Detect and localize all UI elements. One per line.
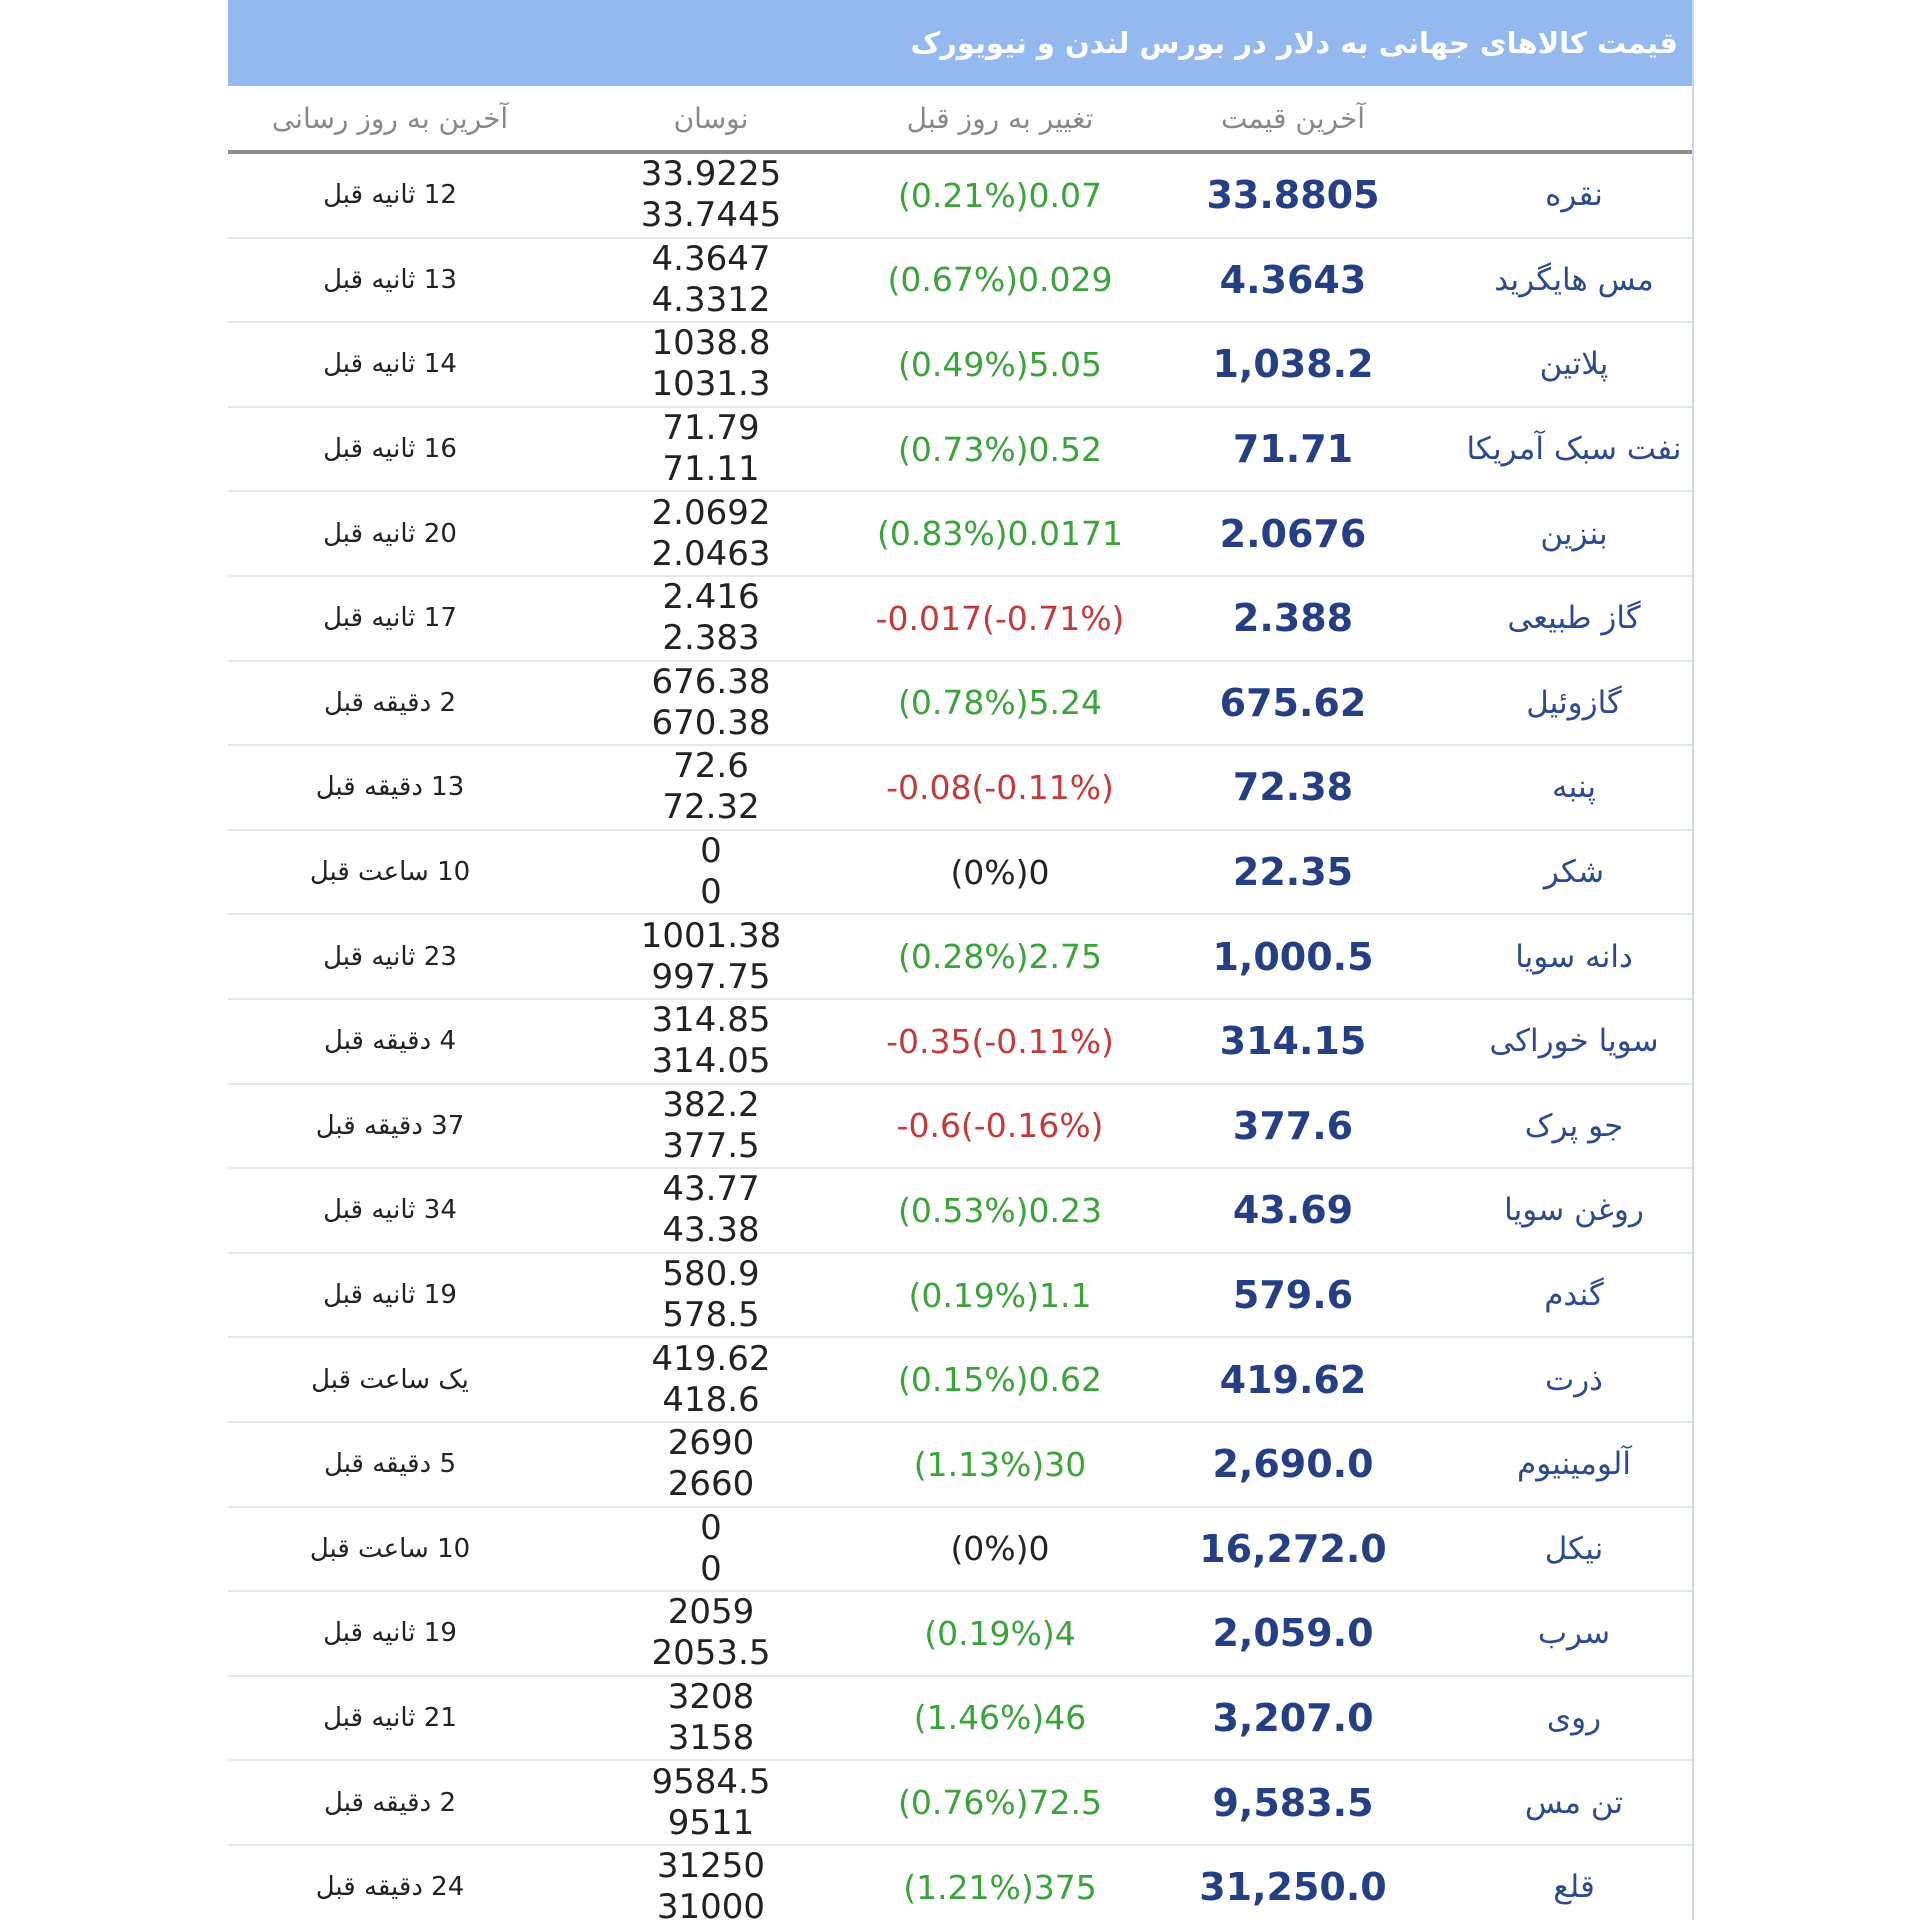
- table-row[interactable]: [228, 915, 1692, 1000]
- commodity-name[interactable]: ذرت: [1545, 1361, 1603, 1398]
- price-range: [552, 1592, 870, 1674]
- last-price: 2.0676: [1219, 511, 1367, 556]
- daily-change: (0.53%)0.23: [897, 1190, 1103, 1230]
- range-high: 382.2: [662, 1084, 760, 1125]
- table-row[interactable]: [228, 492, 1692, 577]
- table-row[interactable]: [228, 1423, 1692, 1508]
- range-high: 0: [700, 831, 722, 872]
- last-price: 43.69: [1232, 1188, 1354, 1233]
- price-range: [552, 577, 870, 659]
- last-update-time: 20 ثانیه قبل: [323, 518, 457, 549]
- range-high: 9584.5: [651, 1761, 771, 1802]
- price-range: [552, 1423, 870, 1505]
- commodity-name[interactable]: نفت سبک آمریکا: [1466, 431, 1682, 468]
- table-row[interactable]: [228, 323, 1692, 408]
- last-update-time: 21 ثانیه قبل: [323, 1702, 457, 1733]
- daily-change: (0.28%)2.75: [897, 937, 1103, 977]
- price-range: [552, 493, 870, 575]
- widget-title-bar: [228, 0, 1692, 86]
- commodity-name[interactable]: گاز طبیعی: [1507, 600, 1641, 637]
- range-high: 419.62: [651, 1338, 771, 1379]
- table-row[interactable]: [228, 239, 1692, 324]
- daily-change: -0.35(-0.11%): [886, 1021, 1114, 1061]
- range-high: 31250: [656, 1846, 766, 1887]
- header-range[interactable]: نوسان: [673, 101, 749, 135]
- table-row[interactable]: [228, 1085, 1692, 1170]
- table-row[interactable]: [228, 831, 1692, 916]
- last-price: 1,000.5: [1212, 934, 1374, 979]
- range-high: 71.79: [662, 408, 760, 449]
- commodity-name[interactable]: پنبه: [1552, 769, 1596, 806]
- daily-change: (0%)0: [950, 1529, 1050, 1569]
- daily-change: (1.21%)375: [903, 1867, 1097, 1907]
- commodity-name[interactable]: سرب: [1537, 1615, 1611, 1652]
- table-row[interactable]: [228, 154, 1692, 239]
- price-range: [552, 408, 870, 490]
- commodity-name[interactable]: نیکل: [1544, 1530, 1604, 1567]
- range-low: 9511: [667, 1802, 755, 1843]
- daily-change: (0.49%)5.05: [897, 344, 1103, 384]
- range-low: 31000: [656, 1887, 766, 1920]
- last-price: 22.35: [1232, 850, 1354, 895]
- last-update-time: 34 ثانیه قبل: [323, 1195, 457, 1226]
- last-update-time: 23 ثانیه قبل: [323, 941, 457, 972]
- price-range: [552, 831, 870, 913]
- price-range: [552, 323, 870, 405]
- range-high: 2.0692: [651, 492, 771, 533]
- range-low: 33.7445: [640, 195, 782, 236]
- commodity-name[interactable]: جو پرک: [1524, 1107, 1624, 1144]
- last-update-time: 19 ثانیه قبل: [323, 1280, 457, 1311]
- range-low: 71.11: [662, 449, 760, 490]
- range-low: 377.5: [662, 1125, 760, 1166]
- table-row[interactable]: [228, 1846, 1692, 1920]
- last-price: 579.6: [1232, 1273, 1354, 1318]
- last-price: 419.62: [1219, 1357, 1367, 1402]
- range-high: 1038.8: [651, 323, 771, 364]
- last-update-time: 16 ثانیه قبل: [323, 434, 457, 465]
- last-price: 16,272.0: [1199, 1526, 1387, 1571]
- last-update-time: 2 دقیقه قبل: [324, 687, 456, 718]
- range-high: 3208: [667, 1676, 755, 1717]
- last-update-time: 10 ساعت قبل: [309, 1533, 471, 1564]
- commodity-name[interactable]: تن مس: [1524, 1784, 1624, 1821]
- last-price: 377.6: [1232, 1103, 1354, 1148]
- commodity-name[interactable]: آلومینیوم: [1517, 1446, 1631, 1483]
- table-row[interactable]: [228, 1761, 1692, 1846]
- last-price: 3,207.0: [1212, 1695, 1374, 1740]
- range-low: 418.6: [662, 1379, 760, 1420]
- price-range: [552, 1846, 870, 1920]
- daily-change: -0.08(-0.11%): [886, 767, 1114, 807]
- daily-change: (0.78%)5.24: [897, 683, 1103, 723]
- range-high: 1001.38: [640, 915, 782, 956]
- table-row[interactable]: [228, 746, 1692, 831]
- range-low: 314.05: [651, 1041, 771, 1082]
- last-update-time: 13 دقیقه قبل: [315, 772, 465, 803]
- header-last-price[interactable]: آخرین قیمت: [1220, 101, 1366, 135]
- commodity-name[interactable]: سویا خوراکی: [1489, 1023, 1659, 1060]
- table-row[interactable]: [228, 1000, 1692, 1085]
- daily-change: (0.21%)0.07: [897, 175, 1103, 215]
- last-price: 675.62: [1219, 680, 1367, 725]
- price-range: [552, 239, 870, 321]
- daily-change: (1.46%)46: [913, 1698, 1087, 1738]
- range-high: 580.9: [662, 1254, 760, 1295]
- last-update-time: 14 ثانیه قبل: [323, 349, 457, 380]
- last-price: 4.3643: [1219, 257, 1367, 302]
- range-low: 3158: [667, 1717, 755, 1758]
- last-price: 1,038.2: [1212, 342, 1374, 387]
- range-high: 4.3647: [651, 238, 771, 279]
- price-range: [552, 1508, 870, 1590]
- header-change[interactable]: تغییر به روز قبل: [906, 101, 1094, 135]
- daily-change: (0.67%)0.029: [887, 260, 1113, 300]
- range-low: 43.38: [662, 1210, 760, 1251]
- price-range: [552, 662, 870, 744]
- range-high: 43.77: [662, 1169, 760, 1210]
- last-update-time: 2 دقیقه قبل: [324, 1787, 456, 1818]
- daily-change: (0.15%)0.62: [897, 1360, 1103, 1400]
- last-update-time: 12 ثانیه قبل: [323, 180, 457, 211]
- table-row[interactable]: [228, 1254, 1692, 1339]
- last-update-time: یک ساعت قبل: [311, 1364, 469, 1395]
- last-price: 31,250.0: [1199, 1865, 1387, 1910]
- price-range: [552, 1677, 870, 1759]
- commodity-price-widget: [228, 0, 1694, 1920]
- range-high: 72.6: [673, 746, 749, 787]
- widget-title: قیمت کالاهای جهانی به دلار در بورس لندن و نیویورک: [910, 26, 1678, 60]
- commodity-name[interactable]: شکر: [1543, 854, 1605, 891]
- price-range: [552, 1339, 870, 1421]
- table-row[interactable]: [228, 1338, 1692, 1423]
- daily-change: (0.76%)72.5: [897, 1783, 1103, 1823]
- commodity-name[interactable]: پلاتین: [1539, 346, 1609, 383]
- price-range: [552, 746, 870, 828]
- price-range: [552, 1000, 870, 1082]
- daily-change: (1.13%)30: [913, 1444, 1087, 1484]
- range-high: 2.416: [662, 577, 760, 618]
- commodity-name[interactable]: دانه سویا: [1515, 938, 1633, 975]
- range-high: 33.9225: [640, 154, 782, 195]
- commodity-name[interactable]: گندم: [1544, 1277, 1604, 1314]
- last-update-time: 17 ثانیه قبل: [323, 603, 457, 634]
- table-row[interactable]: [228, 577, 1692, 662]
- last-price: 2,690.0: [1212, 1442, 1374, 1487]
- range-high: 2059: [667, 1592, 755, 1633]
- last-price: 33.8805: [1206, 173, 1380, 218]
- last-price: 2.388: [1232, 596, 1354, 641]
- range-low: 1031.3: [651, 364, 771, 405]
- last-update-time: 37 دقیقه قبل: [315, 1110, 465, 1141]
- daily-change: -0.6(-0.16%): [896, 1106, 1104, 1146]
- commodity-name[interactable]: روغن سویا: [1504, 1192, 1644, 1229]
- range-low: 0: [700, 872, 722, 913]
- table-body: [228, 154, 1692, 1920]
- table-header: [228, 86, 1692, 154]
- range-low: 578.5: [662, 1295, 760, 1336]
- commodity-name[interactable]: بنزین: [1540, 515, 1608, 552]
- last-price: 2,059.0: [1212, 1611, 1374, 1656]
- daily-change: (0.73%)0.52: [897, 429, 1103, 469]
- price-range: [552, 1254, 870, 1336]
- last-update-time: 10 ساعت قبل: [309, 857, 471, 888]
- range-low: 2.383: [662, 618, 760, 659]
- last-update-time: 19 ثانیه قبل: [323, 1618, 457, 1649]
- last-update-time: 13 ثانیه قبل: [323, 264, 457, 295]
- last-price: 9,583.5: [1212, 1780, 1374, 1825]
- commodity-name[interactable]: نقره: [1545, 177, 1603, 214]
- range-low: 0: [700, 1548, 722, 1589]
- commodity-name[interactable]: گازوئیل: [1526, 684, 1622, 721]
- range-high: 314.85: [651, 1000, 771, 1041]
- last-update-time: 24 دقیقه قبل: [315, 1872, 465, 1903]
- range-high: 676.38: [651, 661, 771, 702]
- commodity-name[interactable]: مس هایگرید: [1494, 261, 1654, 298]
- last-price: 72.38: [1232, 765, 1354, 810]
- table-row[interactable]: [228, 662, 1692, 747]
- range-high: 2690: [667, 1423, 755, 1464]
- price-range: [552, 1762, 870, 1844]
- range-low: 4.3312: [651, 279, 771, 320]
- daily-change: (0.19%)4: [924, 1613, 1076, 1653]
- table-row[interactable]: [228, 1169, 1692, 1254]
- last-update-time: 5 دقیقه قبل: [324, 1449, 456, 1480]
- range-low: 72.32: [662, 787, 760, 828]
- price-range: [552, 1169, 870, 1251]
- table-row[interactable]: [228, 408, 1692, 493]
- range-low: 2053.5: [651, 1633, 771, 1674]
- range-low: 997.75: [651, 956, 771, 997]
- range-high: 0: [700, 1507, 722, 1548]
- commodity-name[interactable]: روی: [1546, 1699, 1602, 1736]
- daily-change: -0.017(-0.71%): [875, 598, 1125, 638]
- price-range: [552, 916, 870, 998]
- table-row[interactable]: [228, 1677, 1692, 1762]
- table-row[interactable]: [228, 1508, 1692, 1593]
- header-last-update[interactable]: آخرین به روز رسانی: [271, 101, 509, 135]
- range-low: 670.38: [651, 702, 771, 743]
- daily-change: (0.19%)1.1: [908, 1275, 1092, 1315]
- daily-change: (0.83%)0.0171: [876, 514, 1124, 554]
- price-range: [552, 154, 870, 236]
- table-row[interactable]: [228, 1592, 1692, 1677]
- last-price: 71.71: [1232, 427, 1354, 472]
- commodity-name[interactable]: قلع: [1553, 1869, 1595, 1906]
- range-low: 2.0463: [651, 533, 771, 574]
- price-range: [552, 1085, 870, 1167]
- range-low: 2660: [667, 1464, 755, 1505]
- last-price: 314.15: [1219, 1019, 1367, 1064]
- last-update-time: 4 دقیقه قبل: [324, 1026, 456, 1057]
- daily-change: (0%)0: [950, 852, 1050, 892]
